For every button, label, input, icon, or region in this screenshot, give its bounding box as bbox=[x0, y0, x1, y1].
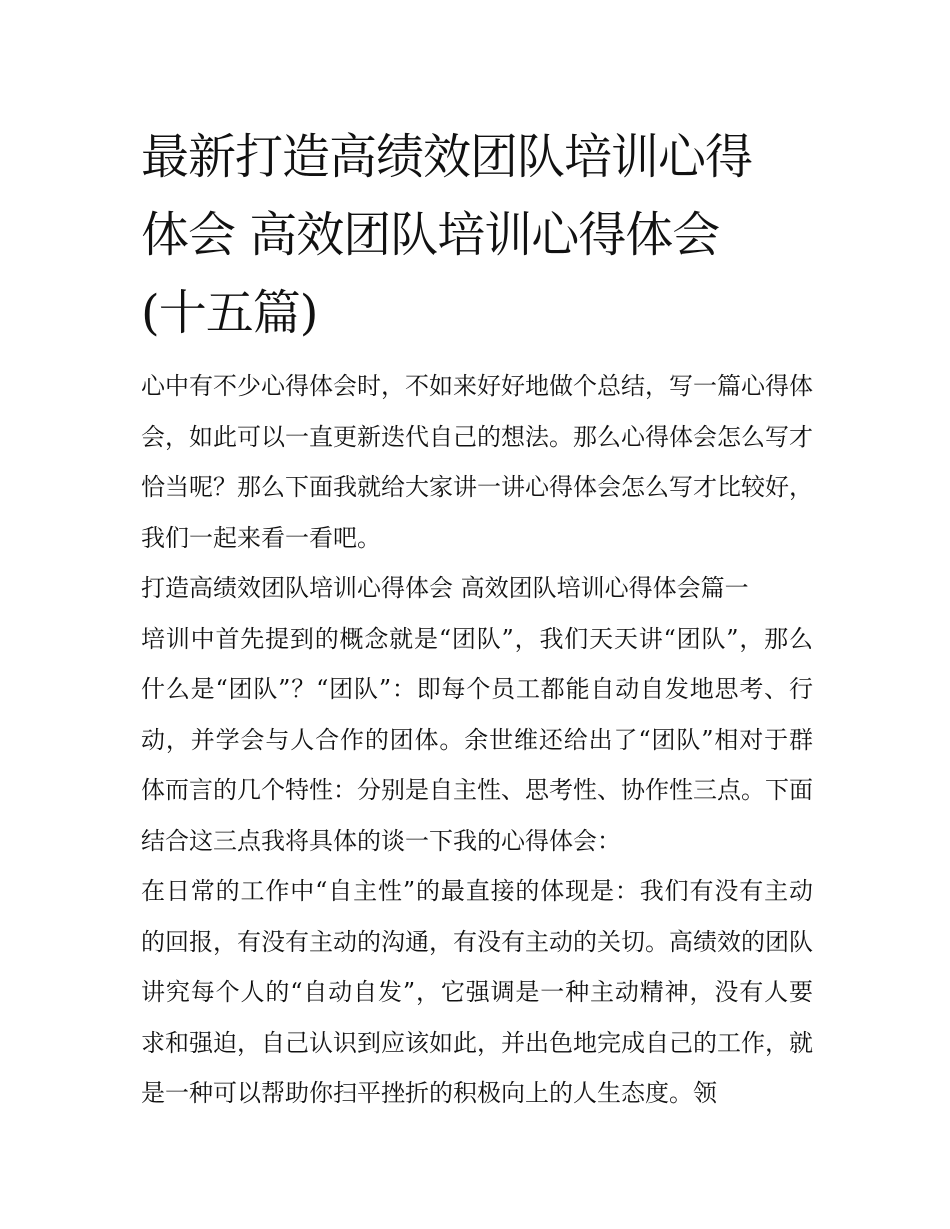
section-heading: 打造高绩效团队培训心得体会 高效团队培训心得体会篇一 bbox=[141, 574, 749, 602]
document-title bbox=[141, 118, 813, 352]
body-paragraph-1: 培训中首先提到的概念就是“团队”，我们天天讲“团队”，那么什么是“团队”？“团队”：即每个员工都能自动自发地思考、行动，并学会与人合作的团体。余世维还给出了“团队”相对于群体而言的几个特性：分别是自主性、思考性、协作性三点。下面结合这三点我将具体的谈一下我的心得体会： bbox=[141, 624, 813, 855]
intro-paragraph: 心中有不少心得体会时，不如来好好地做个总结，写一篇心得体会，如此可以一直更新迭代自己的想法。那么心得体会怎么写才恰当呢？那么下面我就给大家讲一讲心得体会怎么写才比较好，我们一起来看一看吧。 bbox=[141, 372, 813, 552]
title-line-1: 最新打造高绩效团队培训心得 bbox=[141, 129, 753, 185]
title-line-2: 体会 高效团队培训心得体会 bbox=[141, 207, 720, 263]
title-line-3: (十五篇) bbox=[141, 285, 318, 341]
document-content bbox=[141, 118, 813, 1119]
body-paragraph-2: 在日常的工作中“自主性”的最直接的体现是：我们有没有主动的回报，有没有主动的沟通，有没有主动的关切。高绩效的团队讲究每个人的“自动自发”，它强调是一种主动精神，没有人要求和强迫，自己认识到应该如此，并出色地完成自己的工作，就是一种可以帮助你扫平挫折的积极向上的人生态度。领 bbox=[141, 877, 813, 1107]
